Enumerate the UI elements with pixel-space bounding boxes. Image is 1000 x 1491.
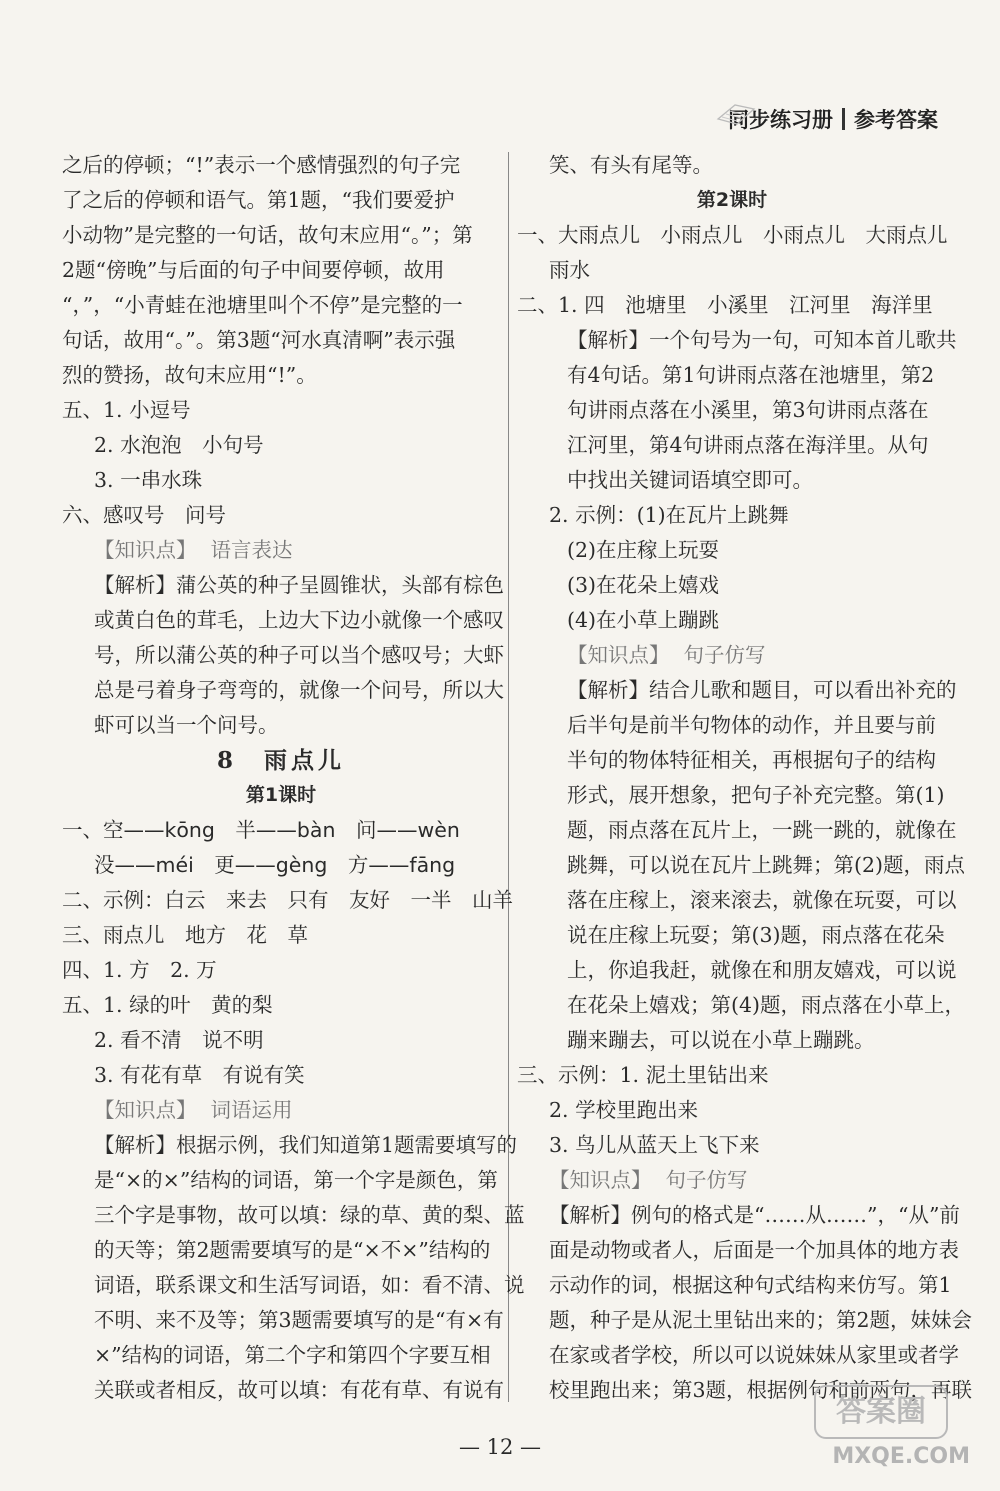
answer-line: 五、1. 小逗号 bbox=[62, 398, 191, 422]
analysis-line: 三个字是事物，故可以填：绿的草、黄的梨、蓝 bbox=[94, 1203, 525, 1227]
analysis-line: ×”结构的词语，第二个字和第四个字要互相 bbox=[94, 1343, 491, 1367]
analysis-line: 形式，展开想象，把句子补充完整。第(1) bbox=[567, 783, 945, 807]
analysis-line: 总是弓着身子弯弯的，就像一个问号，所以大 bbox=[94, 678, 504, 702]
analysis-line: 有4句话。第1句讲雨点落在池塘里，第2 bbox=[567, 363, 935, 387]
text-line: 之后的停顿；“!”表示一个感情强烈的句子完 bbox=[62, 153, 461, 177]
answer-line: 二、示例：白云 来去 只有 友好 一半 山羊 bbox=[62, 888, 513, 912]
answer-line: (2)在庄稼上玩耍 bbox=[567, 538, 720, 562]
answer-line: (4)在小草上蹦跳 bbox=[567, 608, 720, 632]
answer-line: 2. 看不清 说不明 bbox=[94, 1028, 264, 1052]
header-divider bbox=[842, 108, 845, 130]
answer-line: 没——méi 更——gèng 方——fāng bbox=[94, 853, 456, 877]
analysis-line: 句讲雨点落在小溪里，第3句讲雨点落在 bbox=[567, 398, 929, 422]
answer-line: 一、大雨点儿 小雨点儿 小雨点儿 大雨点儿 bbox=[517, 223, 948, 247]
analysis-line: 【解析】蒲公英的种子呈圆锥状，头部有棕色 bbox=[94, 573, 504, 597]
analysis-line: 的天等；第2题需要填写的是“×不×”结构的 bbox=[94, 1238, 491, 1262]
text-line: “，”，“小青蛙在池塘里叫个不停”是完整的一 bbox=[62, 293, 463, 317]
watermark-stamp: 答案圈 bbox=[814, 1385, 948, 1439]
answer-line: 三、示例：1. 泥土里钻出来 bbox=[517, 1063, 769, 1087]
section-heading: 第1课时 bbox=[245, 784, 317, 806]
book-decoration-icon bbox=[715, 97, 757, 127]
answer-line: 2. 示例：(1)在瓦片上跳舞 bbox=[549, 503, 789, 527]
answer-line: 二、1. 四 池塘里 小溪里 江河里 海洋里 bbox=[517, 293, 933, 317]
knowledge-value: 句子仿写 bbox=[665, 1168, 748, 1192]
knowledge-point bbox=[517, 1163, 947, 1198]
analysis-line: 蹦来蹦去，可以说在小草上蹦跳。 bbox=[567, 1028, 875, 1052]
knowledge-badge: 【知识点】 bbox=[549, 1168, 652, 1192]
analysis-line: 在花朵上嬉戏；第(4)题，雨点落在小草上， bbox=[567, 993, 966, 1017]
section-heading: 第2课时 bbox=[696, 189, 768, 211]
answer-line: (3)在花朵上嬉戏 bbox=[567, 573, 720, 597]
watermark-site: MXQE.COM bbox=[832, 1444, 970, 1469]
analysis-line: 跳舞，可以说在瓦片上跳舞；第(2)题，雨点 bbox=[567, 853, 966, 877]
section-title: 参考答案 bbox=[854, 108, 938, 132]
knowledge-value: 词语运用 bbox=[210, 1098, 293, 1122]
analysis-line: 【解析】一个句号为一句，可知本首儿歌共 bbox=[567, 328, 957, 352]
analysis-line: 上，你追我赶，就像在和朋友嬉戏，可以说 bbox=[567, 958, 957, 982]
analysis-line: 后半句是前半句物体的动作，并且要与前 bbox=[567, 713, 936, 737]
left-column bbox=[62, 148, 525, 1408]
analysis-line: 关联或者相反，故可以填：有花有草、有说有 bbox=[94, 1378, 504, 1402]
knowledge-value: 语言表达 bbox=[210, 538, 293, 562]
analysis-line: 示动作的词，根据这种句式结构来仿写。第1 bbox=[549, 1273, 952, 1297]
answer-line: 三、雨点儿 地方 花 草 bbox=[62, 923, 308, 947]
analysis-line: 在家或者学校，所以可以说妹妹从家里或者学 bbox=[549, 1343, 959, 1367]
analysis-line: 【解析】例句的格式是“……从……”，“从”前 bbox=[549, 1203, 960, 1227]
page-header bbox=[728, 104, 938, 134]
analysis-line: 是“×的×”结构的词语，第一个字是颜色，第 bbox=[94, 1168, 498, 1192]
analysis-line: 校里跑出来；第3题，根据例句和前两句，再联 bbox=[549, 1378, 973, 1402]
analysis-line: 题，种子是从泥土里钻出来的；第2题，妹妹会 bbox=[549, 1308, 973, 1332]
answer-line: 雨水 bbox=[549, 258, 590, 282]
analysis-line: 不明、来不及等；第3题需要填写的是“有×有 bbox=[94, 1308, 504, 1332]
analysis-line: 落在庄稼上，滚来滚去，就像在玩耍，可以 bbox=[567, 888, 957, 912]
knowledge-point bbox=[62, 533, 500, 568]
knowledge-badge: 【知识点】 bbox=[567, 643, 670, 667]
analysis-line: 题，雨点落在瓦片上，一跳一跳的，就像在 bbox=[567, 818, 957, 842]
answer-line: 四、1. 方 2. 万 bbox=[62, 958, 217, 982]
watermark bbox=[788, 1383, 978, 1473]
knowledge-point bbox=[517, 638, 947, 673]
analysis-line: 笑、有头有尾等。 bbox=[549, 153, 713, 177]
knowledge-value: 句子仿写 bbox=[683, 643, 766, 667]
answer-line: 六、感叹号 问号 bbox=[62, 503, 226, 527]
analysis-line: 或黄白色的茸毛，上边大下边小就像一个感叹 bbox=[94, 608, 504, 632]
lesson-title: 8 雨点儿 bbox=[216, 747, 345, 774]
analysis-line: 虾可以当一个问号。 bbox=[94, 713, 279, 737]
analysis-line: 半句的物体特征相关，再根据句子的结构 bbox=[567, 748, 936, 772]
answer-line: 一、空——kōng 半——bàn 问——wèn bbox=[62, 818, 460, 842]
text-line: 2题“傍晚”与后面的句子中间要停顿，故用 bbox=[62, 258, 445, 282]
answer-line: 3. 一串水珠 bbox=[94, 468, 203, 492]
answer-line: 2. 学校里跑出来 bbox=[549, 1098, 699, 1122]
analysis-line: 中找出关键词语填空即可。 bbox=[567, 468, 813, 492]
answer-line: 2. 水泡泡 小句号 bbox=[94, 433, 264, 457]
analysis-line: 词语，联系课文和生活写词语，如：看不清、说 bbox=[94, 1273, 525, 1297]
book-title: 同步练习册 bbox=[728, 108, 833, 132]
answer-line: 3. 有花有草 有说有笑 bbox=[94, 1063, 305, 1087]
right-column bbox=[517, 148, 973, 1408]
analysis-line: 号，所以蒲公英的种子可以当个感叹号；大虾 bbox=[94, 643, 504, 667]
text-line: 小动物”是完整的一句话，故句末应用“。”；第 bbox=[62, 223, 473, 247]
page-number: — 12 — bbox=[458, 1435, 542, 1459]
analysis-line: 【解析】根据示例，我们知道第1题需要填写的 bbox=[94, 1133, 518, 1157]
answer-line: 3. 鸟儿从蓝天上飞下来 bbox=[549, 1133, 760, 1157]
text-line: 了之后的停顿和语气。第1题，“我们要爱护 bbox=[62, 188, 455, 212]
analysis-line: 江河里，第4句讲雨点落在海洋里。从句 bbox=[567, 433, 929, 457]
text-line: 烈的赞扬，故句末应用“!”。 bbox=[62, 363, 317, 387]
knowledge-badge: 【知识点】 bbox=[94, 1098, 197, 1122]
text-line: 句话，故用“。”。第3题“河水真清啊”表示强 bbox=[62, 328, 456, 352]
knowledge-badge: 【知识点】 bbox=[94, 538, 197, 562]
answer-line: 五、1. 绿的叶 黄的梨 bbox=[62, 993, 273, 1017]
analysis-line: 说在庄稼上玩耍；第(3)题，雨点落在花朵 bbox=[567, 923, 945, 947]
analysis-line: 面是动物或者人，后面是一个加具体的地方表 bbox=[549, 1238, 959, 1262]
analysis-line: 【解析】结合儿歌和题目，可以看出补充的 bbox=[567, 678, 957, 702]
knowledge-point bbox=[62, 1093, 500, 1128]
